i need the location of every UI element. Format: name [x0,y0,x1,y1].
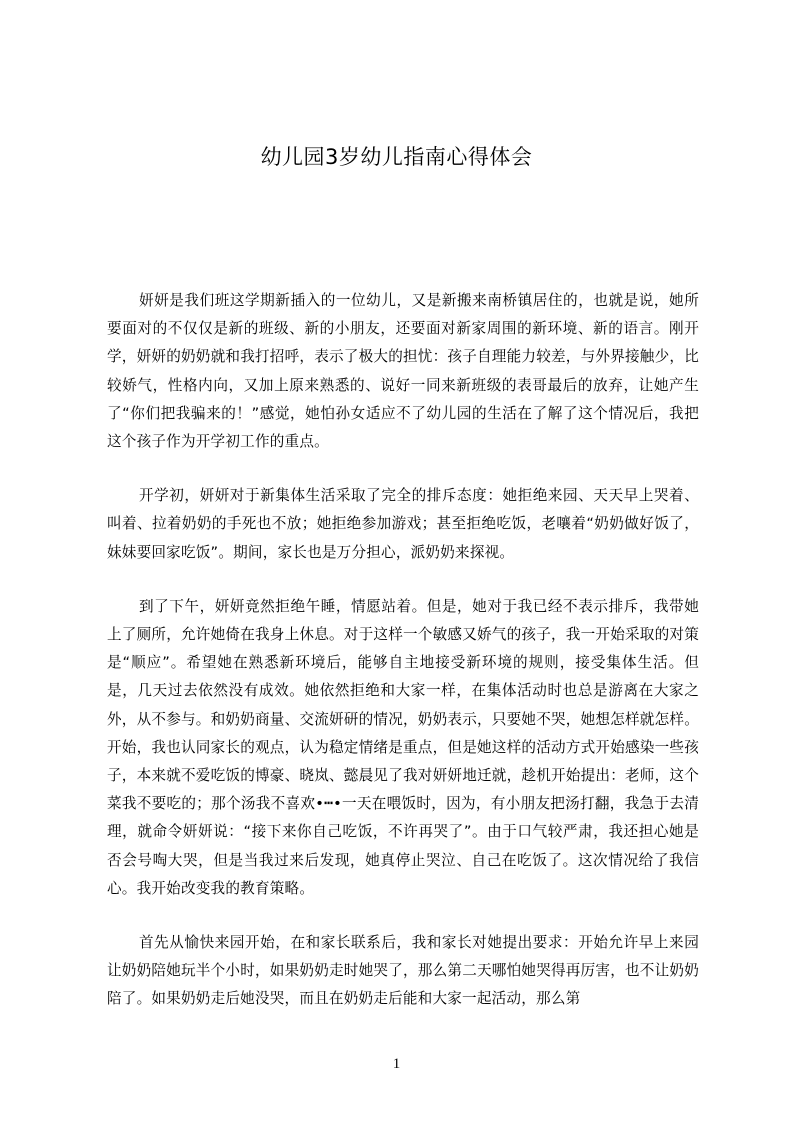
paragraph-4: 首先从愉快来园开始，在和家长联系后，我和家长对她提出要求：开始允许早上来园让奶奶陪她玩半个小时，如果奶奶走时她哭了，那么第二天哪怕她哭得再厉害，也不让奶奶陪了。如果奶奶走后她没哭，而且在奶奶走后能和大家一起活动，那么第 [107,934,699,1008]
document-body [107,287,699,1040]
document-title: 幼儿园3岁幼儿指南心得体会 [260,145,533,169]
paragraph-2: 开学初，妍妍对于新集体生活采取了完全的排斥态度：她拒绝来园、天天早上哭着、叫着、拉着奶奶的手死也不放；她拒绝参加游戏；甚至拒绝吃饭，老嚷着“奶奶做好饭了，妹妹要回家吃饭”。期间，家长也是万分担心，派奶奶来探视。 [107,487,699,561]
paragraph-3: 到了下午，妍妍竟然拒绝午睡，情愿站着。但是，她对于我已经不表示排斥，我带她上了厕所，允许她倚在我身上休息。对于这样一个敏感又娇气的孩子，我一开始采取的对策是“顺应”。希望她在熟悉新环境后，能够自主地接受新环境的规则，接受集体生活。但是，几天过去依然没有成效。她依然拒绝和大家一样，在集体活动时也总是游离在大家之外，从不参与。和奶奶商量、交流妍研的情况，奶奶表示，只要她不哭，她想怎样就怎样。开始，我也认同家长的观点，认为稳定情绪是重点，但是她这样的活动方式开始感染一些孩子，本来就不爱吃饭的博豪、晓岚、懿晨见了我对妍妍地迁就，趁机开始提出：老师，这个菜我不要吃的；那个汤我不喜欢•┅•一天在喂饭时，因为，有小朋友把汤打翻，我急于去清理，就命令妍妍说：“接下来你自己吃饭，不许再哭了”。由于口气较严肃，我还担心她是否会号啕大哭，但是当我过来后发现，她真停止哭泣、自己在吃饭了。这次情况给了我信心。我开始改变我的教育策略。 [107,597,699,897]
paragraph-1: 妍妍是我们班这学期新插入的一位幼儿，又是新搬来南桥镇居住的，也就是说，她所要面对的不仅仅是新的班级、新的小朋友，还要面对新家周围的新环境、新的语言。刚开学，妍妍的奶奶就和我打招呼，表示了极大的担忧：孩子自理能力较差，与外界接触少，比较娇气，性格内向，又加上原来熟悉的、说好一同来新班级的表哥最后的放弃，让她产生了“你们把我骗来的！”感觉，她怕孙女适应不了幼儿园的生活在了解了这个情况后，我把这个孩子作为开学初工作的重点。 [107,292,699,451]
page-number: 1 [392,1056,401,1072]
